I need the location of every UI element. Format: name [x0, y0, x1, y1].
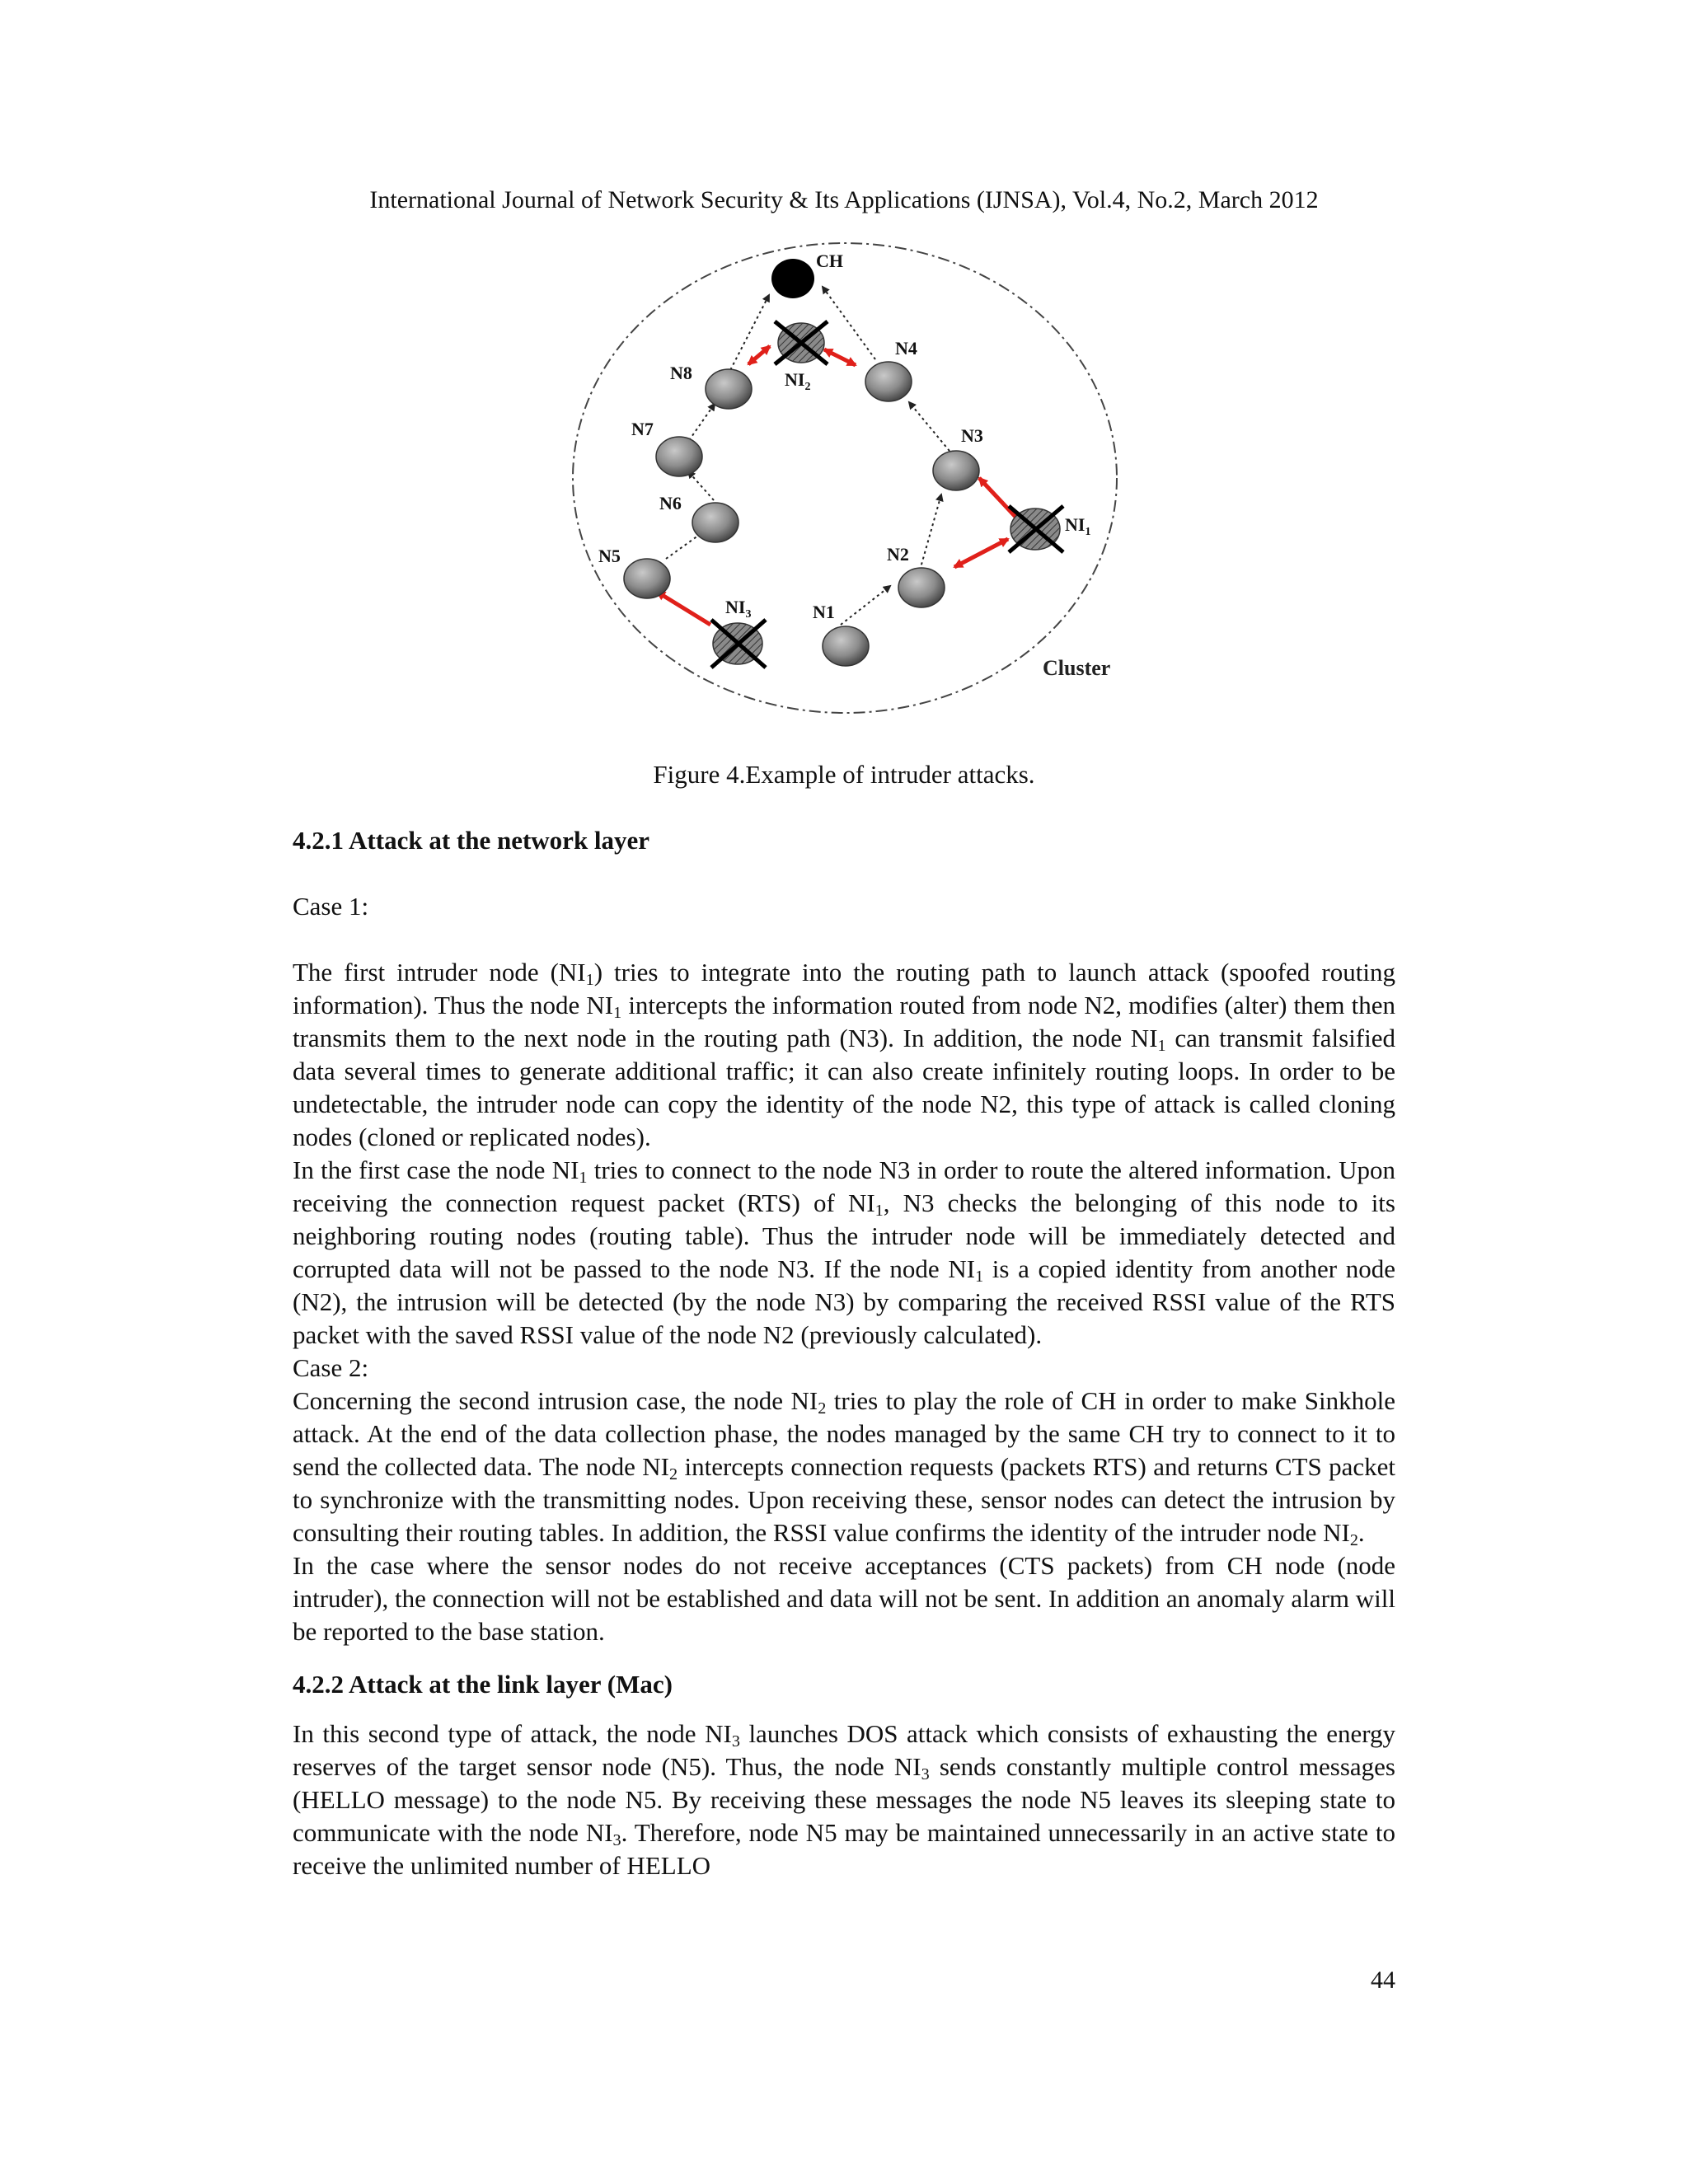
article-body: [293, 824, 1395, 1882]
label-cluster: Cluster: [1043, 656, 1111, 680]
label-ni1-sub: 1: [1085, 526, 1091, 538]
label-ni2-sub: 2: [804, 381, 811, 393]
label-ch: CH: [816, 251, 843, 271]
attack-ni2-n8: [748, 346, 770, 364]
paragraph-case1-intro: The first intruder node $(NI_1)$ tries to integrate into the routing path to launch attack (spoofed routing information). Thus the node $NI_1$ intercepts the information routed from node N2, modifies (alter) them then transmits them to the next node in the routing path (N3). In addition, the node $NI_1$ can transmit falsified data several times to generate additional traffic; it can also create infinitely routing loops. In order to be undetectable, the intruder node can copy the identity of the node N2, this type of attack is called cloning nodes (cloned or replicated nodes).: [293, 958, 1396, 1151]
node-n4: [865, 362, 912, 401]
running-head: International Journal of Network Security & Its Applications (IJNSA), Vol.4, No.2, March 2012: [369, 186, 1319, 213]
intruder-ni3: [711, 597, 766, 668]
attack-ni1-n2: [954, 539, 1008, 567]
heading-4-2-2: 4.2.2 Attack at the link layer (Mac): [293, 1670, 673, 1699]
label-n4: N4: [895, 338, 917, 359]
label-n1: N1: [813, 602, 835, 622]
figure-caption: Figure 4.Example of intruder attacks.: [653, 760, 1035, 789]
attack-ni2-n4: [824, 349, 856, 365]
cluster-diagram: [560, 229, 1137, 724]
paragraph-dos-attack: In this second type of attack, the node $NI_3$ launches DOS attack which consists of exhausting the energy reserves of the target sensor node (N5). Thus, the node $NI_3$ sends constantly multiple control messages (HELLO message) to the node N5. By receiving these messages the node N5 leaves its sleeping state to communicate with the node $NI_3$. Therefore, node N5 may be maintained unnecessarily in an active state to receive the unlimited number of HELLO: [293, 1719, 1395, 1880]
label-n8: N8: [670, 363, 692, 383]
attack-ni1-n3: [979, 478, 1015, 517]
node-n6: [692, 503, 738, 542]
label-ni3-sub: 3: [745, 608, 752, 621]
label-n7: N7: [631, 419, 654, 439]
node-n7: [656, 437, 702, 476]
intruder-ni1: [1009, 506, 1090, 552]
label-ni2: NI: [785, 369, 805, 390]
figure-intruder-attacks: [560, 229, 1137, 724]
label-n6: N6: [659, 493, 682, 513]
link-n2-n3: [920, 494, 941, 570]
link-n4-ch: [823, 287, 875, 359]
svg-text:NI3: [725, 597, 751, 621]
node-n5: [624, 559, 670, 598]
node-n8: [706, 369, 752, 409]
case-2-label: Case 2:: [293, 1353, 369, 1382]
page-number: 44: [1371, 1966, 1395, 1994]
label-n5: N5: [598, 546, 621, 566]
label-n2: N2: [887, 544, 909, 565]
node-n2: [898, 568, 945, 607]
intruder-ni2: [775, 321, 828, 393]
paragraph-case1-detection: In the first case the node $NI_1$ tries to connect to the node N3 in order to route the altered information. Upon receiving the connection request packet (RTS) of $NI_1$, N3 checks the belonging of this node to its neighboring routing nodes (routing table). Thus the intruder node will be immediately detected and corrupted data will not be passed to the node N3. If the node $NI_1$ is a copied identity from another node (N2), the intrusion will be detected (by the node N3) by comparing the received RSSI value of the RTS packet with the saved RSSI value of the node N2 (previously calculated).: [293, 1155, 1395, 1349]
svg-text:NI2: [785, 369, 810, 393]
paragraph-case2-sinkhole: Concerning the second intrusion case, the node $NI_2$ tries to play the role of CH in order to make Sinkhole attack. At the end of the data collection phase, the nodes managed by the same CH try to connect to it to send the collected data. The node $NI_2$ intercepts connection requests (packets RTS) and returns CTS packet to synchronize with the transmitting nodes. Upon receiving these, sensor nodes can detect the intrusion by consulting their routing tables. In addition, the RSSI value confirms the identity of the intruder node $NI_2$.: [293, 1386, 1395, 1550]
paragraph-case2-alarm: In the case where the sensor nodes do not receive acceptances (CTS packets) from CH node (node intruder), the connection will not be established and data will not be sent. In addition an anomaly alarm will be reported to the base station.: [293, 1551, 1395, 1646]
svg-text:NI1: [1065, 514, 1090, 538]
attack-ni3-n5: [657, 592, 710, 625]
label-n3: N3: [961, 425, 983, 446]
link-n6-n7: [688, 471, 714, 500]
node-n3: [933, 451, 979, 490]
heading-4-2-1: 4.2.1 Attack at the network layer: [293, 826, 650, 855]
node-ch: [771, 259, 814, 298]
case-1-label: Case 1:: [293, 892, 369, 921]
label-ni3: NI: [725, 597, 746, 617]
label-ni1: NI: [1065, 514, 1085, 535]
link-n1-n2: [841, 586, 890, 625]
node-n1: [823, 626, 869, 666]
